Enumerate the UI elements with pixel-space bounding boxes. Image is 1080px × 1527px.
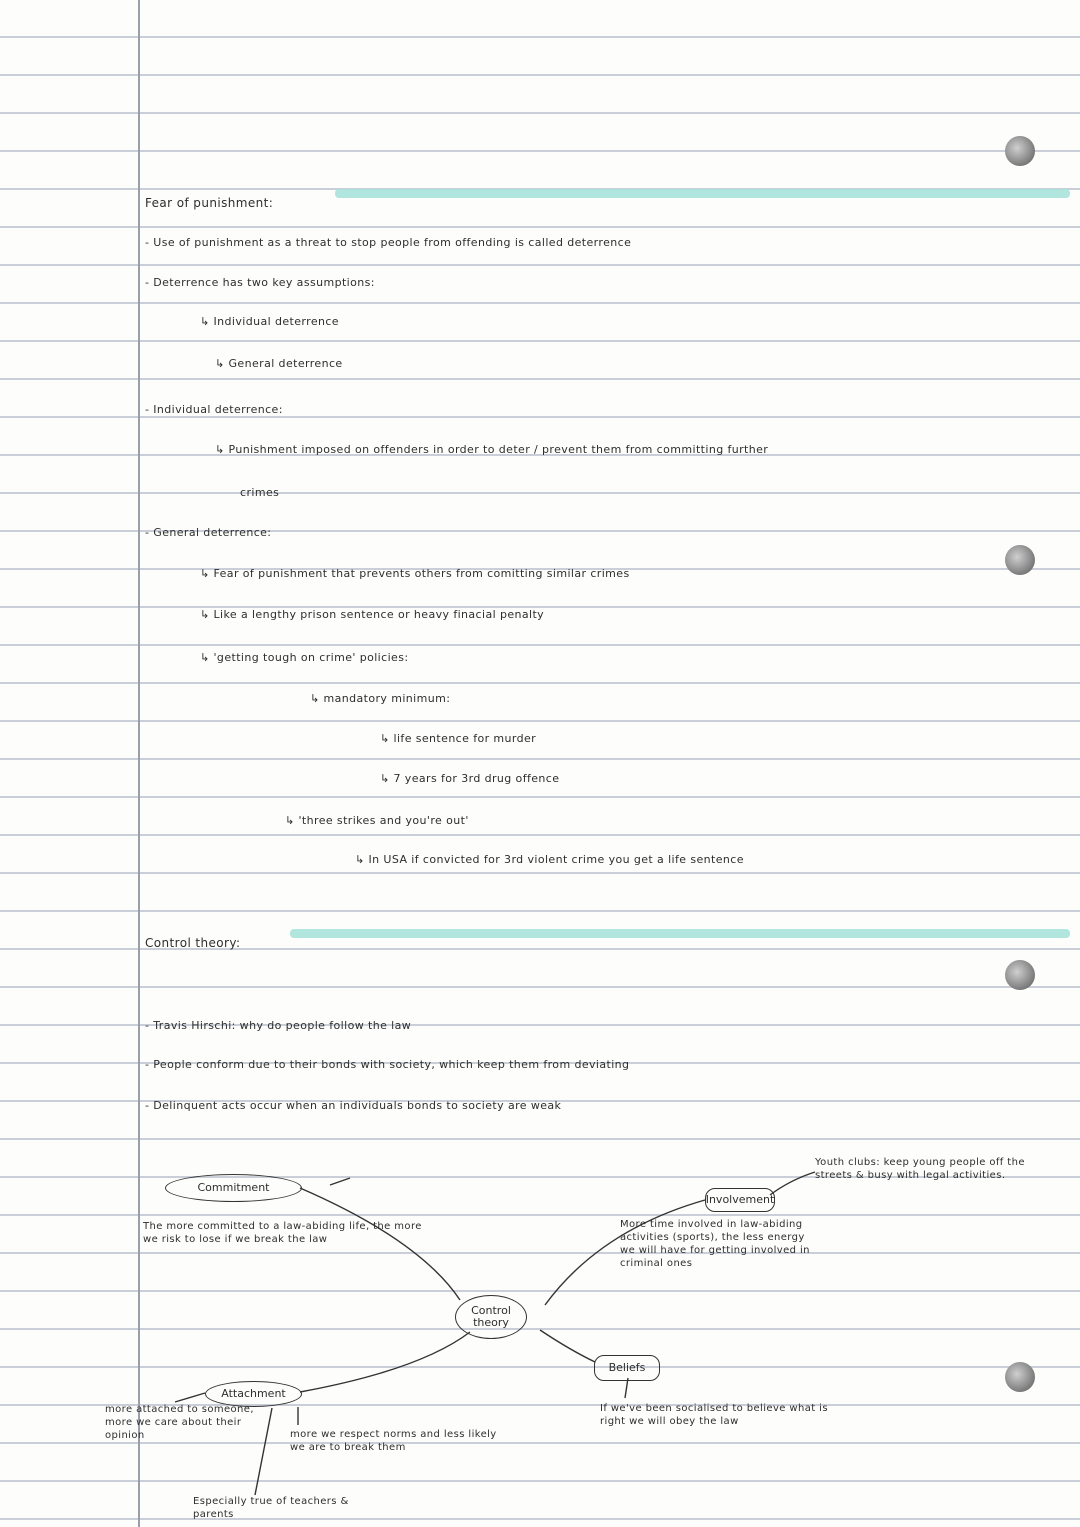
note-line: - General deterrence: [145, 526, 272, 539]
note-line: - Travis Hirschi: why do people follow the law [145, 1019, 412, 1032]
node-involvement: Involvement [705, 1188, 775, 1212]
note-line: - People conform due to their bonds with society, which keep them from deviating [145, 1058, 630, 1071]
node-commitment: Commitment [165, 1174, 302, 1202]
note-line: ↳ 'getting tough on crime' policies: [200, 651, 409, 664]
note-commitment: The more committed to a law-abiding life, the more we risk to lose if we break the law [143, 1221, 422, 1245]
connector-attachment [300, 1332, 470, 1392]
note-line: ↳ life sentence for murder [380, 732, 537, 745]
note-attachment-especially: Especially true of teachers & parents [193, 1496, 349, 1520]
note-involvement: More time involved in law-abiding activities (sports), the less energy we will have for getting involved in criminal ones [620, 1219, 810, 1269]
note-beliefs: If we've been socialised to believe what is right we will obey the law [600, 1403, 828, 1427]
note-line: ↳ Like a lengthy prison sentence or heavy finacial penalty [200, 608, 545, 621]
section-heading-fear: Fear of punishment: [145, 196, 274, 210]
note-line: ↳ Punishment imposed on offenders in order to deter / prevent them from committing further [215, 443, 769, 456]
node-beliefs: Beliefs [594, 1355, 660, 1381]
note-line: ↳ In USA if convicted for 3rd violent crime you get a life sentence [355, 853, 744, 866]
node-control-theory: Control theory [455, 1295, 527, 1339]
note-line: ↳ General deterrence [215, 357, 343, 370]
connector-beliefs [540, 1330, 595, 1362]
note-line: ↳ 7 years for 3rd drug offence [380, 772, 560, 785]
section-heading-control: Control theory: [145, 936, 241, 950]
note-attachment: more attached to someone, more we care about their opinion [105, 1404, 254, 1441]
note-line: crimes [240, 486, 280, 499]
note-line: - Deterrence has two key assumptions: [145, 276, 375, 289]
note-line: ↳ Individual deterrence [200, 315, 339, 328]
note-line: ↳ mandatory minimum: [310, 692, 451, 705]
node-attachment: Attachment [205, 1381, 302, 1407]
note-line: - Use of punishment as a threat to stop people from offending is called deterrence [145, 236, 632, 249]
note-line: ↳ 'three strikes and you're out' [285, 814, 469, 827]
note-line: - Individual deterrence: [145, 403, 283, 416]
note-youth-clubs: Youth clubs: keep young people off the streets & busy with legal activities. [815, 1157, 1025, 1181]
note-line: ↳ Fear of punishment that prevents others from comitting similar crimes [200, 567, 630, 580]
note-line: - Delinquent acts occur when an individuals bonds to society are weak [145, 1099, 562, 1112]
note-attachment-respect: more we respect norms and less likely we are to break them [290, 1429, 497, 1453]
